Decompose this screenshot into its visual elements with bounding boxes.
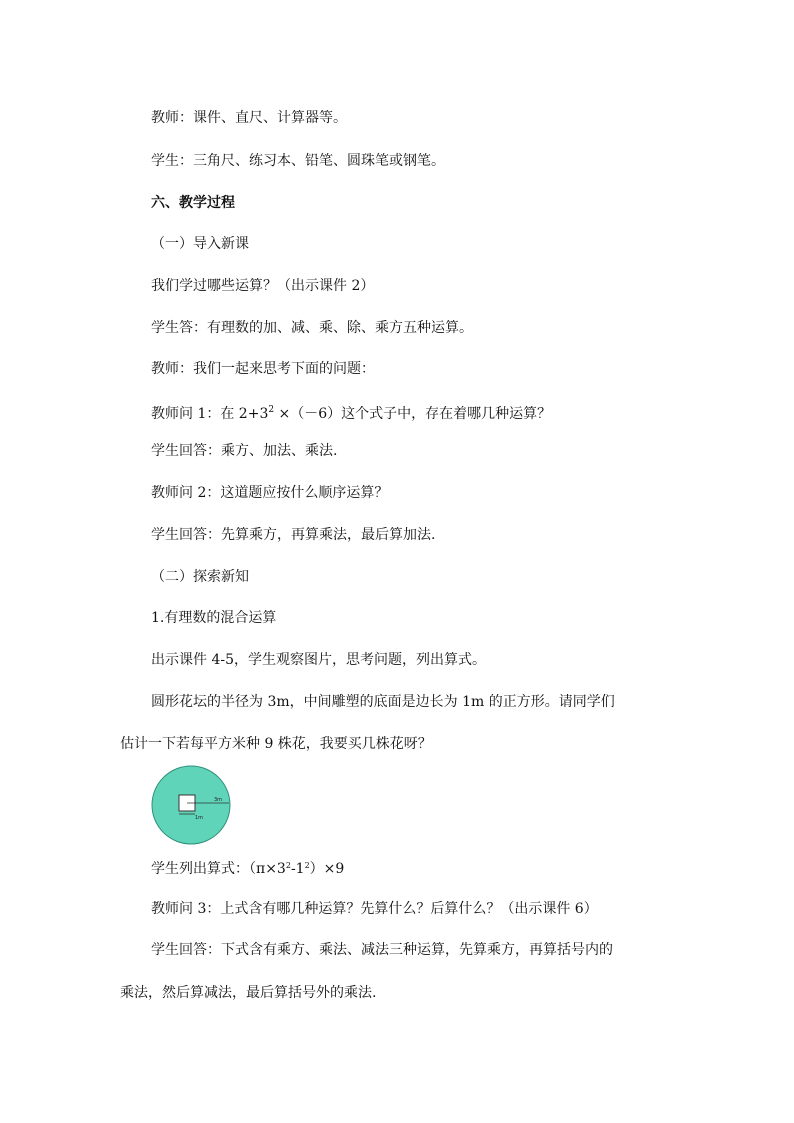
student-answer-4-line-2: 乘法，然后算减法，最后算括号外的乘法. <box>120 985 377 1001</box>
teacher-question-1-part-b: ×（－6）这个式子中，存在着哪几种运算？ <box>274 406 552 422</box>
exponent-1: 2 <box>285 861 291 870</box>
teacher-question-2: 教师问 2：这道题应按什么顺序运算？ <box>151 485 389 501</box>
question-intro: 我们学过哪些运算？（出示课件 2） <box>151 278 375 294</box>
teacher-question-1 <box>151 400 551 424</box>
problem-text-line-1: 圆形花坛的半径为 3m，中间雕塑的底面是边长为 1m 的正方形。请同学们 <box>151 694 615 710</box>
student-answer-4-line-1: 学生回答：下式含有乘方、乘法、减法三种运算，先算乘方，再算括号内的 <box>151 942 613 958</box>
student-answer-2: 学生回答：乘方、加法、乘法. <box>151 443 338 459</box>
student-answer-1: 学生答：有理数的加、减、乘、除、乘方五种运算。 <box>151 320 473 336</box>
teacher-question-1-part-a: 教师问 1：在 2+3 <box>151 406 269 422</box>
materials-teacher: 教师：课件、直尺、计算器等。 <box>151 110 347 126</box>
materials-student: 学生：三角尺、练习本、铅笔、圆珠笔或钢笔。 <box>151 153 445 169</box>
side-label: 1m <box>195 815 204 821</box>
expression-part-b: -1 <box>290 861 305 877</box>
student-answer-3: 学生回答：先算乘方，再算乘法，最后算加法. <box>151 527 436 543</box>
radius-label: 3m <box>214 797 223 803</box>
problem-text-line-2: 估计一下若每平方米种 9 株花，我要买几株花呀？ <box>120 736 432 752</box>
subsection-heading-2: （二）探索新知 <box>151 569 249 585</box>
teacher-prompt: 教师：我们一起来思考下面的问题： <box>151 361 375 377</box>
flowerbed-diagram <box>151 765 231 845</box>
expression-part-c: ）×9 <box>309 861 345 877</box>
section-heading: 六、教学过程 <box>151 195 235 211</box>
teacher-question-3: 教师问 3：上式含有哪几种运算？先算什么？后算什么？（出示课件 6） <box>151 901 598 917</box>
exponent-2: 2 <box>304 861 310 870</box>
student-expression <box>151 856 344 879</box>
subsection-heading-1: （一）导入新课 <box>151 236 249 252</box>
topic-heading: 1.有理数的混合运算 <box>151 610 277 626</box>
expression-part-a: 学生列出算式：（π×3 <box>151 861 286 877</box>
exponent: 2 <box>268 405 275 415</box>
instruction-text: 出示课件 4-5，学生观察图片，思考问题，列出算式。 <box>151 652 486 668</box>
